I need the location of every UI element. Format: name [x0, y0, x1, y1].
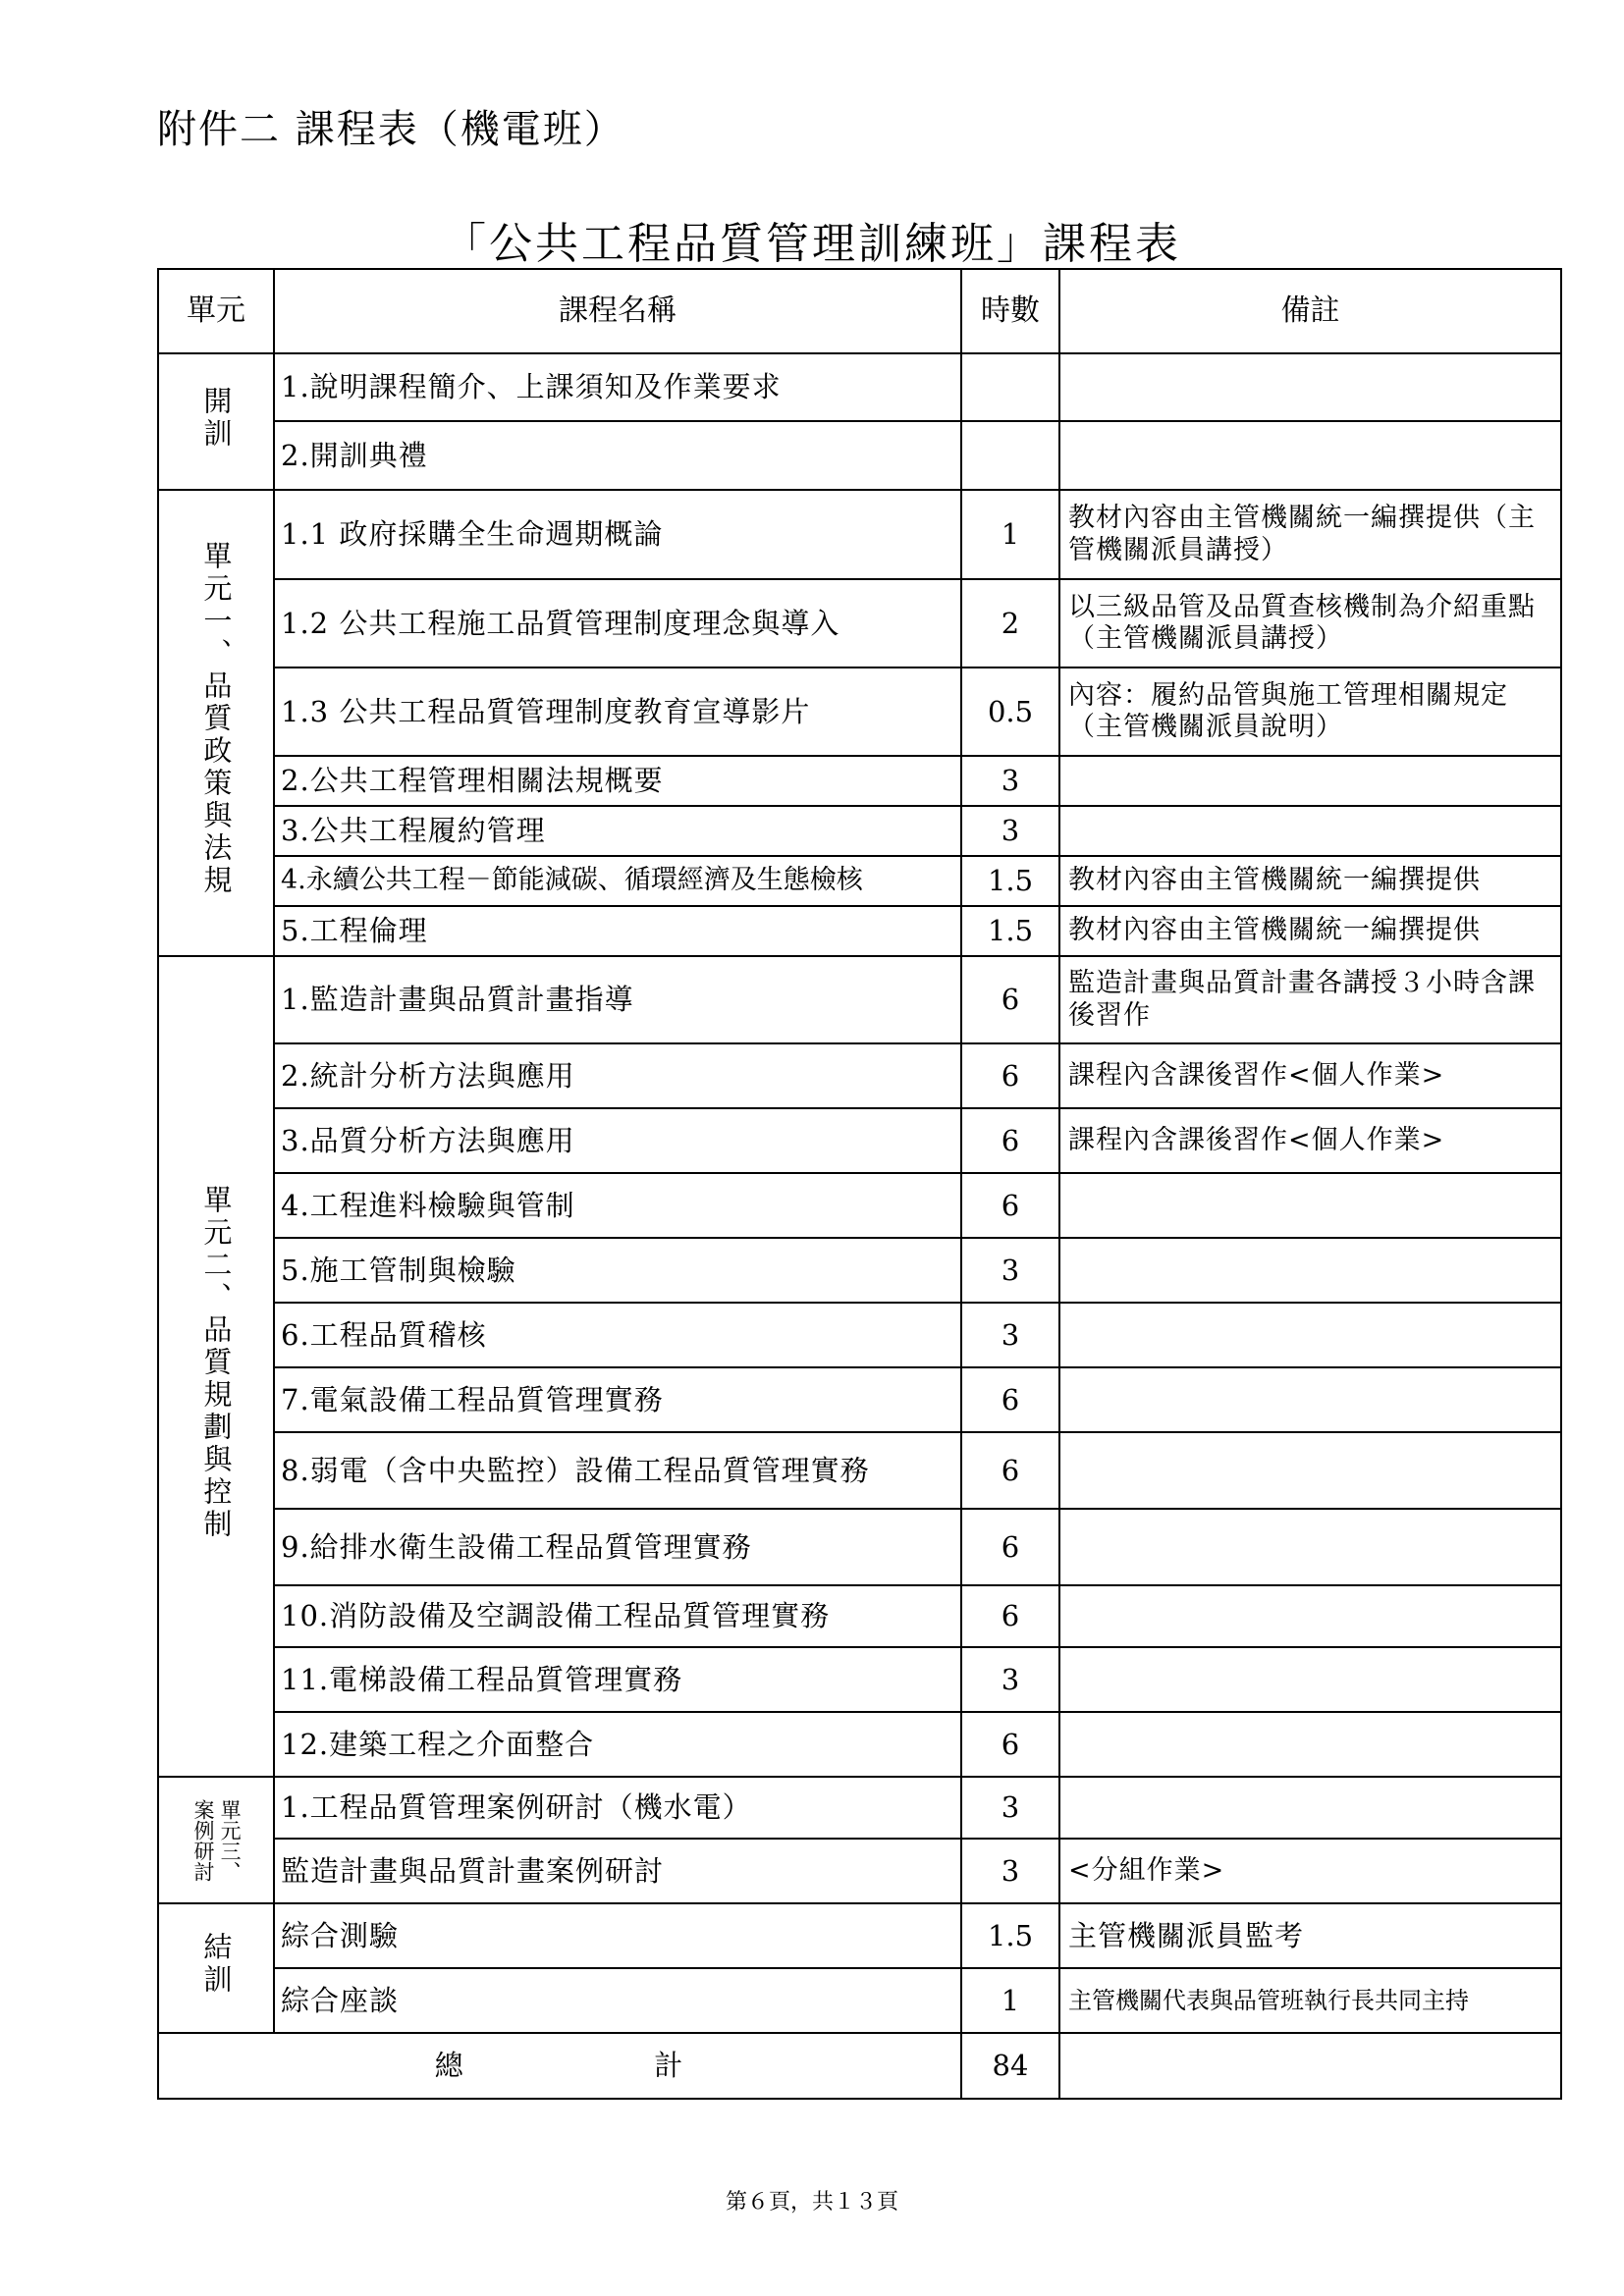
table-row [158, 490, 1561, 579]
unit-cell-opening [158, 353, 274, 490]
course-name: 7.電氣設備工程品質管理實務 [274, 1367, 961, 1432]
table-row [158, 1043, 1561, 1108]
total-hours: 84 [961, 2033, 1059, 2099]
course-note: 主管機關代表與品管班執行長共同主持 [1059, 1968, 1561, 2033]
course-hours: 2 [961, 579, 1059, 667]
course-name: 1.1 政府採購全生命週期概論 [274, 490, 961, 579]
course-hours: 6 [961, 1367, 1059, 1432]
course-note [1059, 1303, 1561, 1367]
unit-label-line1: 單元三、 [218, 1798, 243, 1882]
table-row [158, 579, 1561, 667]
total-label-part1: 總 [434, 2049, 465, 2083]
unit-label: 開訓 [199, 385, 234, 451]
course-name: 11.電梯設備工程品質管理實務 [274, 1647, 961, 1712]
course-note [1059, 1173, 1561, 1238]
table-row [158, 1367, 1561, 1432]
table-row [158, 1238, 1561, 1303]
course-name: 2.開訓典禮 [274, 421, 961, 490]
course-name: 1.工程品質管理案例研討（機水電） [274, 1777, 961, 1839]
course-note [1059, 756, 1561, 806]
table-row [158, 1585, 1561, 1647]
course-note [1059, 353, 1561, 421]
course-hours: 1.5 [961, 906, 1059, 956]
course-name: 8.弱電（含中央監控）設備工程品質管理實務 [274, 1432, 961, 1509]
course-name: 1.2 公共工程施工品質管理制度理念與導入 [274, 579, 961, 667]
table-row [158, 1432, 1561, 1509]
unit-cell-unit3 [158, 1777, 274, 1903]
course-name: 5.施工管制與檢驗 [274, 1238, 961, 1303]
header-unit: 單元 [158, 269, 274, 353]
course-hours: 6 [961, 1509, 1059, 1585]
course-hours: 6 [961, 1712, 1059, 1777]
course-note [1059, 1777, 1561, 1839]
attachment-label: 附件二 課程表（機電班） [157, 107, 625, 152]
course-hours [961, 353, 1059, 421]
course-note: 教材內容由主管機關統一編撰提供 [1059, 856, 1561, 906]
course-note [1059, 1712, 1561, 1777]
course-hours: 6 [961, 1585, 1059, 1647]
course-note [1059, 1238, 1561, 1303]
course-note: 教材內容由主管機關統一編撰提供（主管機關派員講授） [1059, 490, 1561, 579]
table-row [158, 667, 1561, 756]
course-note [1059, 1509, 1561, 1585]
total-row [158, 2033, 1561, 2099]
course-hours: 6 [961, 956, 1059, 1043]
course-name: 6.工程品質稽核 [274, 1303, 961, 1367]
header-hours: 時數 [961, 269, 1059, 353]
course-hours: 6 [961, 1173, 1059, 1238]
course-hours: 0.5 [961, 667, 1059, 756]
course-hours: 1.5 [961, 1903, 1059, 1968]
course-hours: 6 [961, 1043, 1059, 1108]
course-name: 3.品質分析方法與應用 [274, 1108, 961, 1173]
table-row [158, 956, 1561, 1043]
table-row [158, 1509, 1561, 1585]
course-name: 1.3 公共工程品質管理制度教育宣導影片 [274, 667, 961, 756]
course-note: <分組作業> [1059, 1839, 1561, 1903]
course-name: 綜合座談 [274, 1968, 961, 2033]
unit-label: 結訓 [199, 1932, 234, 1998]
course-table [157, 268, 1562, 2100]
course-name: 5.工程倫理 [274, 906, 961, 956]
table-header-row [158, 269, 1561, 353]
table-row [158, 806, 1561, 856]
unit-label-line2: 案例研討 [191, 1798, 215, 1882]
course-note [1059, 1585, 1561, 1647]
course-note: 課程內含課後習作<個人作業> [1059, 1043, 1561, 1108]
course-name: 綜合測驗 [274, 1903, 961, 1968]
table-row [158, 1712, 1561, 1777]
unit-cell-unit2 [158, 956, 274, 1777]
course-name: 3.公共工程履約管理 [274, 806, 961, 856]
course-note [1059, 421, 1561, 490]
course-name: 1.監造計畫與品質計畫指導 [274, 956, 961, 1043]
unit-label: 單元二、品質規劃與控制 [199, 1184, 234, 1541]
unit-cell-unit1 [158, 490, 274, 956]
header-notes: 備註 [1059, 269, 1561, 353]
course-note [1059, 1647, 1561, 1712]
course-name: 2.公共工程管理相關法規概要 [274, 756, 961, 806]
total-label-part2: 計 [654, 2049, 685, 2083]
course-hours: 3 [961, 806, 1059, 856]
page-footer: 第６頁，共１３頁 [725, 2190, 898, 2215]
table-row [158, 906, 1561, 956]
table-row [158, 1303, 1561, 1367]
table-row [158, 353, 1561, 421]
total-label [158, 2033, 961, 2099]
course-name: 9.給排水衛生設備工程品質管理實務 [274, 1509, 961, 1585]
course-hours [961, 421, 1059, 490]
course-note [1059, 806, 1561, 856]
unit-cell-closing [158, 1903, 274, 2033]
course-hours: 1 [961, 1968, 1059, 2033]
course-note [1059, 1367, 1561, 1432]
table-row [158, 1647, 1561, 1712]
course-name: 4.工程進料檢驗與管制 [274, 1173, 961, 1238]
course-name: 12.建築工程之介面整合 [274, 1712, 961, 1777]
course-name: 4.永續公共工程－節能減碳、循環經濟及生態檢核 [274, 856, 961, 906]
course-name: 10.消防設備及空調設備工程品質管理實務 [274, 1585, 961, 1647]
course-note: 主管機關派員監考 [1059, 1903, 1561, 1968]
unit-label-group [159, 1799, 273, 1882]
table-row [158, 421, 1561, 490]
course-note: 課程內含課後習作<個人作業> [1059, 1108, 1561, 1173]
page-title: 「公共工程品質管理訓練班」課程表 [443, 219, 1181, 269]
course-hours: 3 [961, 756, 1059, 806]
course-note [1059, 1432, 1561, 1509]
course-name: 1.說明課程簡介、上課須知及作業要求 [274, 353, 961, 421]
header-course: 課程名稱 [274, 269, 961, 353]
unit-label: 單元一、品質政策與法規 [199, 541, 234, 898]
course-note: 監造計畫與品質計畫各講授３小時含課後習作 [1059, 956, 1561, 1043]
course-note: 內容：履約品管與施工管理相關規定（主管機關派員說明） [1059, 667, 1561, 756]
course-hours: 1.5 [961, 856, 1059, 906]
course-hours: 1 [961, 490, 1059, 579]
table-row [158, 1173, 1561, 1238]
course-hours: 6 [961, 1108, 1059, 1173]
course-note: 教材內容由主管機關統一編撰提供 [1059, 906, 1561, 956]
course-note: 以三級品管及品質查核機制為介紹重點（主管機關派員講授） [1059, 579, 1561, 667]
course-hours: 3 [961, 1238, 1059, 1303]
course-name: 2.統計分析方法與應用 [274, 1043, 961, 1108]
table-row [158, 1777, 1561, 1839]
course-name: 監造計畫與品質計畫案例研討 [274, 1839, 961, 1903]
table-row [158, 756, 1561, 806]
table-row [158, 1839, 1561, 1903]
total-note [1059, 2033, 1561, 2099]
table-row [158, 1903, 1561, 1968]
table-row [158, 856, 1561, 906]
course-hours: 3 [961, 1839, 1059, 1903]
table-row [158, 1968, 1561, 2033]
course-hours: 3 [961, 1647, 1059, 1712]
course-hours: 6 [961, 1432, 1059, 1509]
course-hours: 3 [961, 1777, 1059, 1839]
course-hours: 3 [961, 1303, 1059, 1367]
table-row [158, 1108, 1561, 1173]
